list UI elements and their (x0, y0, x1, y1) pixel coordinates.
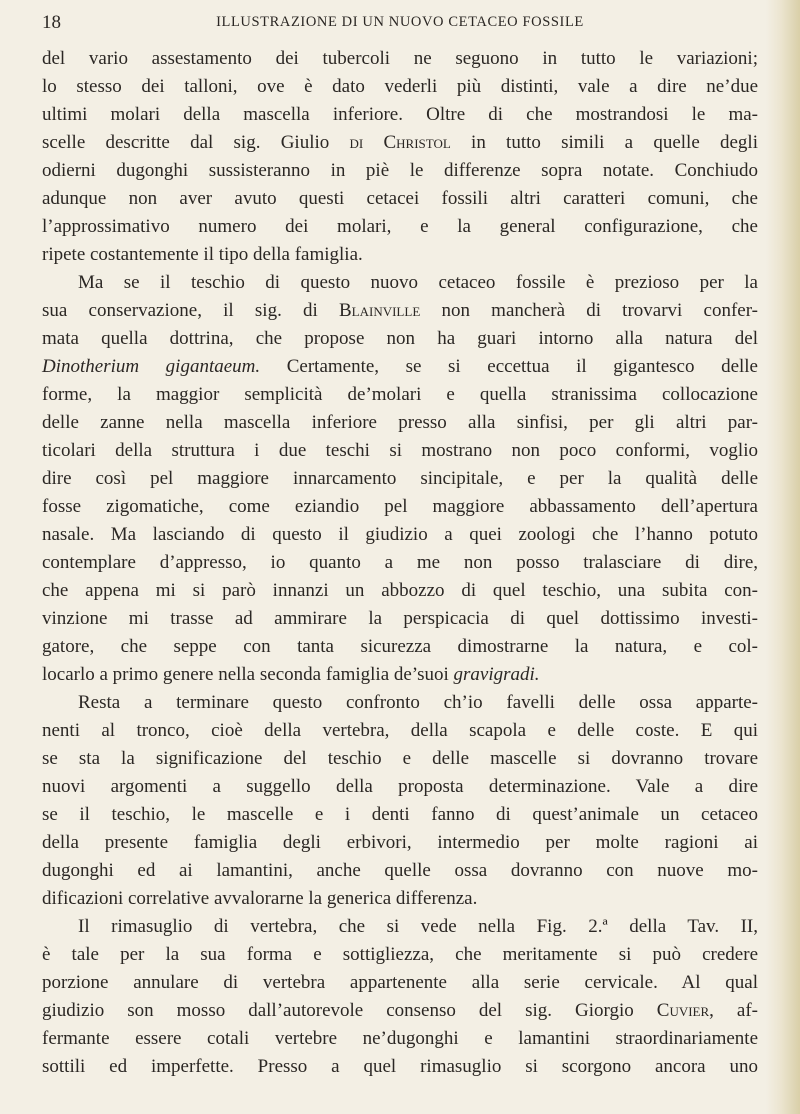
text-line: nenti al tronco, cioè della vertebra, della scapola e delle coste. E qui (42, 720, 758, 741)
text-line: dire così pel maggiore innarcamento sincipitale, e per la qualità delle (42, 468, 758, 489)
text-line: Ma se il teschio di questo nuovo cetaceo fossile è prezioso per la (78, 272, 758, 293)
text-line: dificazioni correlative avvalorarne la generica differenza. (42, 888, 478, 909)
text-line: ultimi molari della mascella inferiore. Oltre di che mostrandosi le ma- (42, 104, 758, 125)
text-line (42, 353, 758, 381)
text-line: dugonghi ed ai lamantini, anche quelle ossa dovranno con nuove mo- (42, 860, 758, 881)
text-line: gatore, che seppe con tanta sicurezza dimostrarne la natura, e col- (42, 636, 758, 657)
text-line: è tale per la sua forma e sottigliezza, che meritamente si può credere (42, 944, 758, 965)
text-run: locarlo a primo genere nella seconda famiglia de’suoi (42, 664, 454, 685)
text-line: sottili ed imperfette. Presso a quel rimasuglio si scorgono ancora uno (42, 1056, 758, 1077)
page-header (42, 12, 758, 38)
text-line: mata quella dottrina, che propose non ha guari intorno alla natura del (42, 328, 758, 349)
paragraph-1 (42, 45, 758, 269)
text-run: sua conservazione, il sig. di (42, 300, 339, 321)
text-line: lo stesso dei talloni, ove è dato vederli più distinti, vale a dire ne’due (42, 76, 758, 97)
text-run: giudizio son mosso dall’autorevole consenso del sig. Giorgio (42, 1000, 657, 1021)
text-line: fermante essere cotali vertebre ne’dugonghi e lamantini straordinariamente (42, 1028, 758, 1049)
text-run: , af- (709, 1000, 758, 1021)
text-line: vinzione mi trasse ad ammirare la perspicacia di quel dottissimo investi- (42, 608, 758, 629)
text-line: delle zanne nella mascella inferiore presso alla sinfisi, per gli altri par- (42, 412, 758, 433)
text-line: fosse zigomatiche, come eziandio pel maggiore abbassamento dell’apertura (42, 496, 758, 517)
paragraph-4 (42, 913, 758, 1081)
author-name-blainville: Blainville (339, 300, 421, 321)
text-line: contemplare d’appresso, io quanto a me non posso tralasciare di dire, (42, 552, 758, 573)
page-number: 18 (42, 12, 61, 33)
text-run: Certamente, se si eccettua il gigantesco delle (260, 356, 758, 377)
text-line: se sta la significazione del teschio e delle mascelle si dovranno trovare (42, 748, 758, 769)
author-name-cuvier: Cuvier (656, 1000, 710, 1021)
text-line: nuovi argomenti a suggello della proposta determinazione. Vale a dire (42, 776, 758, 797)
paragraph-2 (42, 269, 758, 689)
text-line (42, 129, 758, 157)
body-text (42, 45, 758, 1081)
text-line (42, 297, 758, 325)
text-line: l’approssimativo numero dei molari, e la general configurazione, che (42, 216, 758, 237)
text-line: forme, la maggior semplicità de’molari e quella stranissima collocazione (42, 384, 758, 405)
text-line: del vario assestamento dei tubercoli ne seguono in tutto le variazioni; (42, 48, 758, 69)
text-line: nasale. Ma lasciando di questo il giudizio a quei zoologi che l’hanno potuto (42, 524, 758, 545)
text-line: ticolari della struttura i due teschi si mostrano non poco conformi, voglio (42, 440, 758, 461)
text-run: non mancherà di trovarvi confer- (420, 300, 758, 321)
text-line (42, 661, 758, 689)
text-run: scelle descritte dal sig. Giulio (42, 132, 350, 153)
text-line: adunque non aver avuto questi cetacei fossili altri caratteri comuni, che (42, 188, 758, 209)
taxon-name: Dinotherium gigantaeum. (42, 356, 261, 377)
paragraph-3 (42, 689, 758, 913)
text-line: porzione annulare di vertebra appartenente alla serie cervicale. Al qual (42, 972, 758, 993)
running-title: ILLUSTRAZIONE DI UN NUOVO CETACEO FOSSILE (216, 14, 584, 30)
text-line: Il rimasuglio di vertebra, che si vede nella Fig. 2.ª della Tav. II, (78, 916, 758, 937)
text-line: della presente famiglia degli erbivori, intermedio per molte ragioni ai (42, 832, 758, 853)
text-line: se il teschio, le mascelle e i denti fanno di quest’animale un cetaceo (42, 804, 758, 825)
text-line: odierni dugonghi sussisteranno in piè le differenze sopra notate. Conchiudo (42, 160, 758, 181)
text-line: ripete costantemente il tipo della famiglia. (42, 244, 363, 265)
text-line: Resta a terminare questo confronto ch’io favelli delle ossa apparte- (78, 692, 758, 713)
text-line: che appena mi si parò innanzi un abbozzo di quel teschio, una subita con- (42, 580, 758, 601)
text-run: in tutto simili a quelle degli (450, 132, 758, 153)
text-line (42, 997, 758, 1025)
page-edge-shadow (766, 0, 800, 1114)
italic-term: gravigradi. (453, 664, 540, 685)
author-name-christol: di Christol (349, 132, 451, 153)
